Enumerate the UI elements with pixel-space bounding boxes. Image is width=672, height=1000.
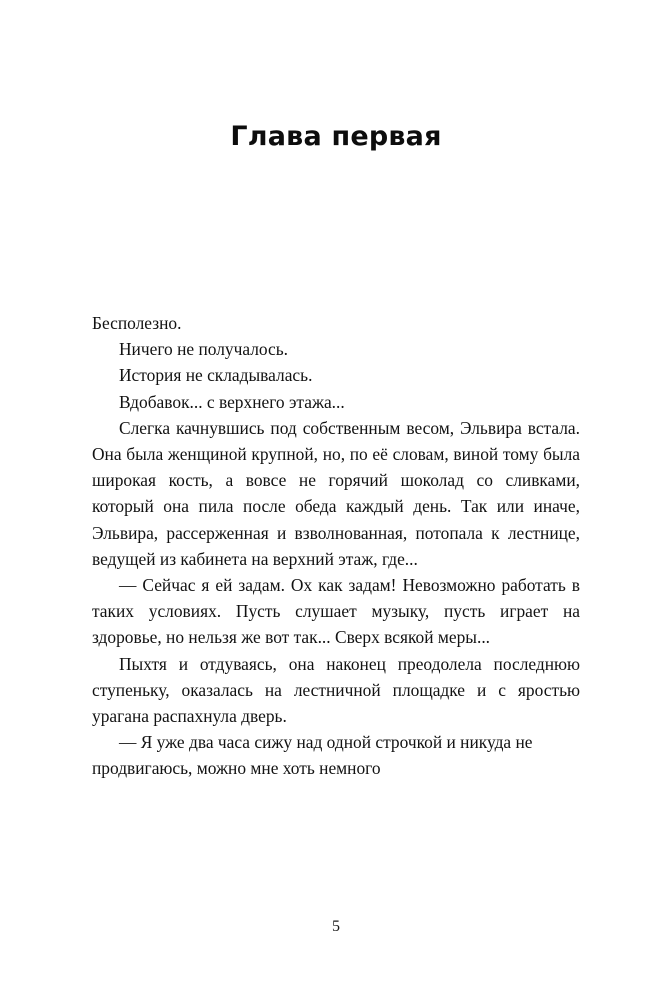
paragraph: Слегка качнувшись под собственным весом, Эльвира встала. Она была женщиной крупной, но, по её словам, виной тому была широкая кость, а вовсе не горячий шоколад со сливками, который она пила после обеда каждый день. Так или иначе, Эльвира, рассерженная и взволнованная, потопала к лестнице, ведущей из кабинета на верхний этаж, где... (92, 417, 580, 569)
body-text (92, 310, 580, 782)
paragraph: — Я уже два часа сижу над одной строчкой и никуда не продвигаюсь, можно мне хоть немного (92, 732, 533, 779)
paragraph: Ничего не получалось. (119, 339, 289, 360)
paragraph: Вдобавок... с верхнего этажа... (119, 391, 345, 412)
page-number: 5 (332, 918, 340, 935)
paragraph: Бесполезно. (92, 313, 182, 333)
paragraph: Пыхтя и отдуваясь, она наконец преодолела последнюю ступеньку, оказалась на лестничной площадке и с яростью урагана распахнула дверь. (92, 653, 580, 727)
paragraph: История не складывалась. (119, 365, 313, 386)
paragraph: — Сейчас я ей задам. Ох как задам! Невозможно работать в таких условиях. Пусть слушает музыку, пусть играет на здоровье, но нельзя же вот так... Сверх всякой меры... (92, 575, 580, 648)
page-title: Глава первая (230, 121, 442, 153)
